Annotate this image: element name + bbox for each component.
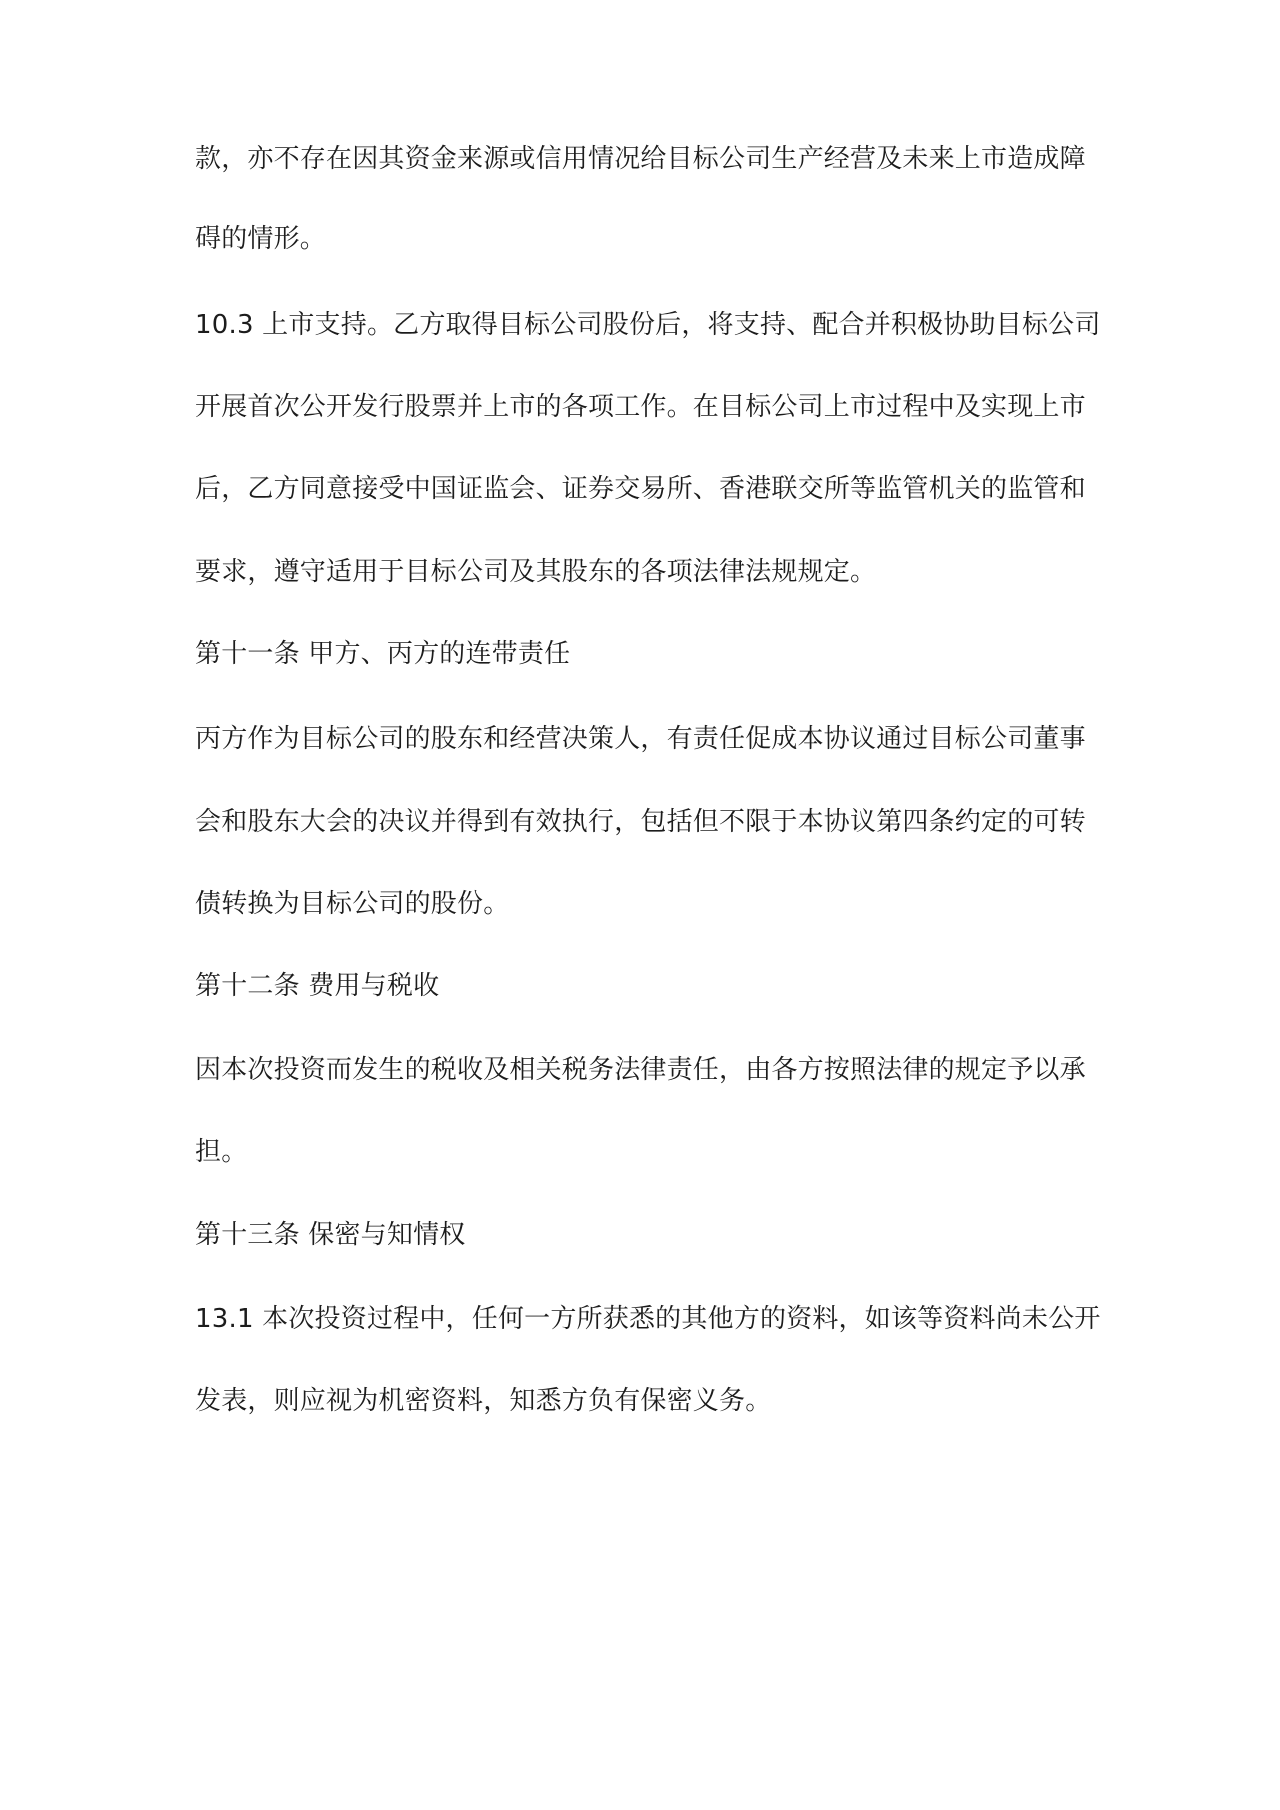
paragraph-line: 丙方作为目标公司的股东和经营决策人，有责任促成本协议通过目标公司董事 [195, 724, 1086, 754]
paragraph-line: 款，亦不存在因其资金来源或信用情况给目标公司生产经营及未来上市造成障 [195, 144, 1086, 174]
section-heading: 第十二条 费用与税收 [195, 971, 440, 1001]
section-heading: 第十三条 保密与知情权 [195, 1220, 466, 1250]
paragraph-line: 13.1 本次投资过程中，任何一方所获悉的其他方的资料，如该等资料尚未公开 [195, 1304, 1101, 1334]
paragraph-line: 发表，则应视为机密资料，知悉方负有保密义务。 [195, 1386, 772, 1416]
paragraph-line: 开展首次公开发行股票并上市的各项工作。在目标公司上市过程中及实现上市 [195, 392, 1086, 422]
paragraph-line: 后，乙方同意接受中国证监会、证券交易所、香港联交所等监管机关的监管和 [195, 474, 1086, 504]
paragraph-line: 碍的情形。 [195, 224, 327, 254]
section-heading: 第十一条 甲方、丙方的连带责任 [195, 639, 571, 669]
paragraph-line: 担。 [195, 1137, 248, 1167]
paragraph-line: 要求，遵守适用于目标公司及其股东的各项法律法规规定。 [195, 557, 877, 587]
paragraph-line: 会和股东大会的决议并得到有效执行，包括但不限于本协议第四条约定的可转 [195, 807, 1086, 837]
paragraph-line: 债转换为目标公司的股份。 [195, 889, 510, 919]
paragraph-line: 因本次投资而发生的税收及相关税务法律责任，由各方按照法律的规定予以承 [195, 1055, 1086, 1085]
paragraph-line: 10.3 上市支持。乙方取得目标公司股份后，将支持、配合并积极协助目标公司 [195, 310, 1101, 340]
